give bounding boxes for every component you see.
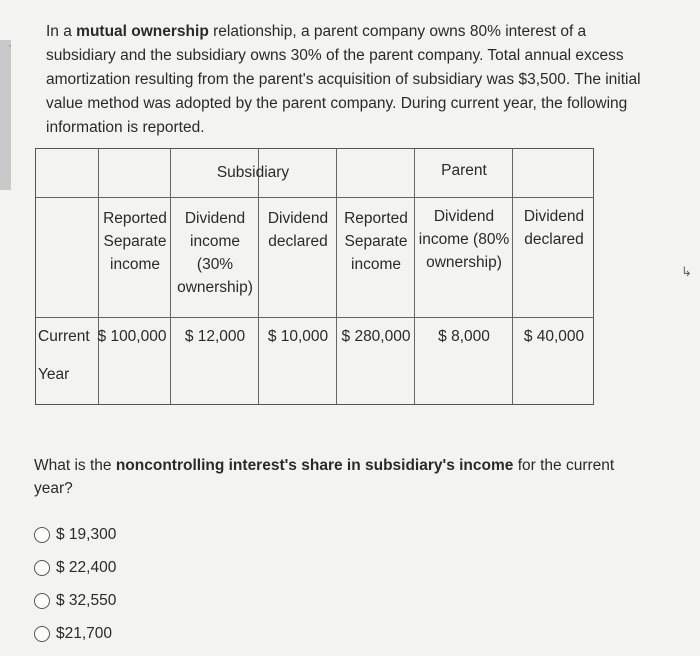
cursor-icon: ↳ [681,264,692,279]
intro-bold-term: mutual ownership [76,23,209,40]
option-1[interactable] [34,518,116,551]
value-parent-dividend-declared: $ 40,000 [523,328,585,345]
data-table [35,148,594,405]
row-label-year: Year [38,366,70,383]
value-sub-reported-income: $ 100,000 [97,328,167,345]
question-intro: In a mutual ownership relationship, a parent company owns 80% interest of a subsidiary and the subsidiary owns 30% of the parent company. Total annual excess amortization resulting from the parent's acquisition of subsidiary was $3,500. The initial value method was adopted by the parent company. During current year, the following information is reported. [46,23,641,136]
option-label: $ 19,300 [56,525,117,543]
value-parent-reported-income: $ 280,000 [341,328,411,345]
col-parent-reported-income: Reported Separate income [344,210,408,273]
row-label-current: Current [38,328,90,345]
header-parent: Parent [441,162,487,179]
radio-icon[interactable] [34,593,50,609]
col-parent-dividend-income: Dividend income (80% ownership) [418,208,510,271]
edge-mark-icon: · [8,38,12,52]
left-edge-bar [0,40,11,190]
table-vline [170,149,171,404]
col-parent-dividend-declared: Dividend declared [523,208,585,248]
option-4[interactable] [34,617,116,650]
radio-icon[interactable] [34,560,50,576]
table-vline [98,149,99,404]
answer-options [34,518,116,650]
table-hline [36,317,593,318]
table-vline [414,149,415,404]
option-label: $ 32,550 [56,591,117,609]
radio-icon[interactable] [34,527,50,543]
col-sub-dividend-income: Dividend income (30% ownership) [177,210,253,296]
value-sub-dividend-declared: $ 10,000 [267,328,329,345]
option-label: $ 22,400 [56,558,117,576]
option-label: $21,700 [56,624,113,642]
option-3[interactable] [34,584,116,617]
question-text: What is the noncontrolling interest's share in subsidiary's income for the current year? [34,457,615,497]
col-sub-reported-income: Reported Separate income [103,210,167,273]
table-vline [336,149,337,404]
option-2[interactable] [34,551,116,584]
header-subsidiary: Subsidiary [216,164,290,181]
value-parent-dividend-income: $ 8,000 [438,328,490,345]
col-sub-dividend-declared: Dividend declared [267,210,329,250]
radio-icon[interactable] [34,626,50,642]
table-vline [512,149,513,404]
question-bold-term: noncontrolling interest's share in subsidiary's income [115,457,514,474]
table-vline [258,149,259,404]
table-hline [36,197,593,198]
value-sub-dividend-income: $ 12,000 [184,328,246,345]
